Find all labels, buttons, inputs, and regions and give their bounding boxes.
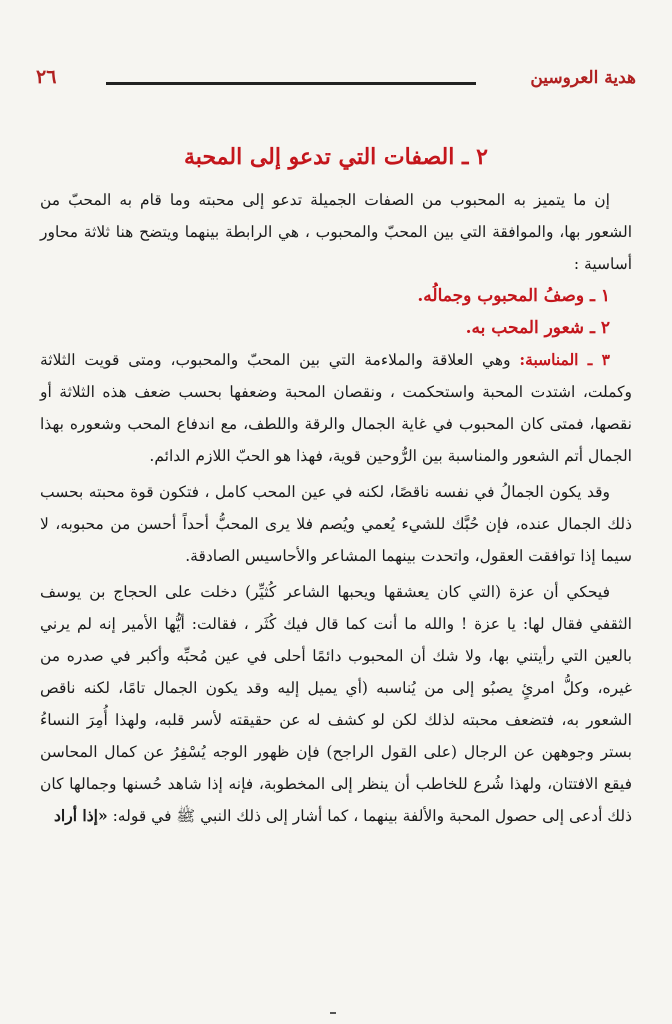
axis-item-1: ١ ـ وصفُ المحبوب وجمالُه. [417, 286, 610, 306]
axis-item-3-text: وهي العلاقة والملاءمة التي بين المحبّ والمحبوب، ومتى قويت الثلاثة وكملت، اشتدت المحبة واستحكمت ، ونقصان المحبة وضعفها بحسب ضعف هذه الثلاثة أو نقصها، فمتى كان المحبوب في غاية الجمال والرقة واللطف، مع اندفاع المحب وشعوره بهذا الجمال أتم الشعور والمناسبة بين الرُّوحين قوية، فهذا هو الحبّ اللازم الدائم. [40, 351, 632, 465]
axis-item-2: ٢ ـ شعور المحب به. [465, 318, 610, 338]
page-header [36, 64, 636, 98]
running-title: هدية العروسين [530, 68, 636, 88]
section-title: ٢ ـ الصفات التي تدعو إلى المحبة [184, 144, 488, 170]
axis-item-3-heading: ٣ ـ المناسبة: [519, 350, 610, 369]
body-paragraph-2: وقد يكون الجمالُ في نفسه ناقصًا، لكنه في عين المحب كامل ، فتكون قوة محبته بحسب ذلك الجمال عنده، فإن حُبَّك للشيء يُعمي ويُصم فلا يرى المحبُّ أحداً أحسن من محبوبه، لا سيما إذا توافقت العقول، واتحدت بينهما المشاعر والأحاسيس الصادقة. [40, 483, 632, 565]
footer-mark [330, 1012, 336, 1014]
axis-item-3-paragraph [40, 344, 632, 472]
body-paragraph-3-text: فيحكي أن عزة (التي كان يعشقها ويحبها الشاعر كُثيِّر) دخلت على الحجاج بن يوسف الثقفي فقال لها: يا عزة ! والله ما أنت كما قال فيك كُثَر ، فقالت: أيُّها الأمير إنه لم يرني بالعين التي رأيتني بها، ولا شك أن المحبوب دائمًا أحلى في عين مُحبِّه وأكبر في صدره من غيره، وكلُّ امرئٍ يصبُو إلى من يُناسبه (أي يميل إليه وقد يكون الجمال تامًا، لكنه ناقص الشعور به، فتضعف محبته لذلك لكن لو كشف له عن حقيقته لأسر قلبه، ولهذا أُمِرَ النساءُ بستر وجوههن عن الرجال (على القول الراجح) فإن ظهور الوجه يُسْفِرُ عن كمال المحاسن فيقع الافتتان، ولهذا شُرع للخاطب أن ينظر إلى المخطوبة، فإنه إذا شاهد حُسنها وجمالها كان ذلك أدعى إلى حصول المحبة والألفة بينهما ، كما أشار إلى ذلك النبي ﷺ في قوله: [40, 583, 632, 825]
page-content [40, 140, 632, 832]
header-rule [106, 82, 476, 85]
hadith-quote-start: «إذا أراد [54, 806, 108, 825]
body-paragraph-3 [40, 576, 632, 832]
page-number: ٢٦ [36, 66, 57, 88]
intro-paragraph: إن ما يتميز به المحبوب من الصفات الجميلة تدعو إلى محبته وما قام به المحبّ من الشعور بها، والموافقة التي بين المحبّ والمحبوب ، هي الرابطة بينهما ويتضح هنا ثلاثة محاور أساسية : [40, 191, 632, 273]
